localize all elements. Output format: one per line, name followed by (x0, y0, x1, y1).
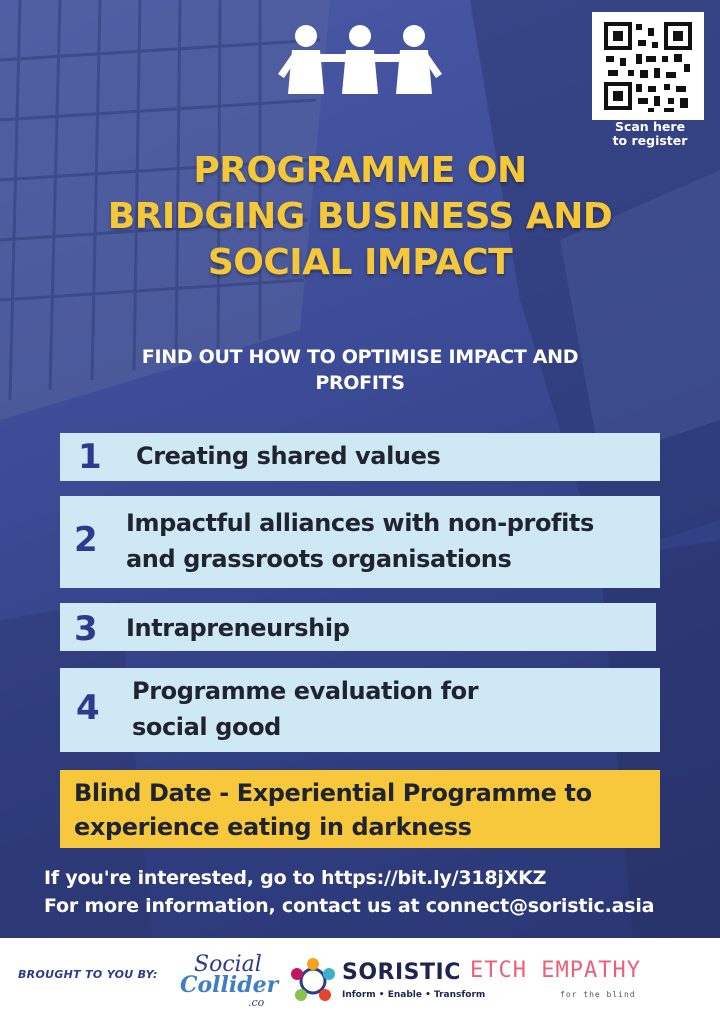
blind-date-banner (60, 770, 660, 848)
registration-link-text[interactable]: If you're interested, go to https://bit.ly/318jXKZ (44, 867, 547, 889)
social-collider-logo-word3: .co (248, 996, 265, 1009)
title-line2: BRIDGING BUSINESS AND (107, 196, 613, 237)
title-line3: SOCIAL IMPACT (207, 242, 513, 283)
agenda-item-4-label-line1: Programme evaluation for (132, 677, 479, 705)
subtitle-line1: FIND OUT HOW TO OPTIMISE IMPACT AND (141, 346, 579, 368)
agenda-item-2-number: 2 (74, 520, 98, 560)
qr-code[interactable] (592, 12, 704, 120)
agenda-item-4 (60, 668, 660, 752)
qr-code-icon (592, 12, 704, 120)
soristic-logo-tagline: Inform • Enable • Transform (342, 990, 486, 1000)
qr-caption-line2: to register (612, 133, 688, 148)
social-collider-logo-word1: Social (194, 952, 262, 977)
contact-email-text[interactable]: For more information, contact us at connect@soristic.asia (44, 895, 655, 917)
agenda-item-3-number: 3 (74, 609, 98, 649)
title-line1: PROGRAMME ON (193, 150, 527, 191)
soristic-logo-icon (288, 956, 338, 1006)
subtitle-line2: PROFITS (315, 372, 405, 394)
soristic-logo-name: SORISTIC (342, 960, 461, 985)
qr-caption-line1: Scan here (614, 119, 686, 134)
agenda-item-2-label-line2: and grassroots organisations (126, 545, 512, 573)
blind-date-line2: experience eating in darkness (74, 813, 472, 841)
agenda-item-1 (60, 433, 660, 481)
poster-title (60, 148, 660, 286)
contact-info (44, 864, 684, 920)
etch-empathy-logo-tagline: for the blind (560, 990, 636, 999)
people-holding-hands-icon (276, 24, 444, 94)
brought-to-you-label: BROUGHT TO YOU BY: (18, 968, 158, 981)
agenda-item-3-label: Intrapreneurship (126, 614, 350, 642)
agenda-item-4-label-line2: social good (132, 713, 281, 741)
agenda-item-4-number: 4 (76, 688, 100, 728)
sponsor-footer (0, 938, 720, 1018)
qr-caption (596, 120, 704, 148)
agenda-item-1-number: 1 (78, 437, 102, 477)
etch-empathy-logo-name: ETCH EMPATHY (470, 958, 641, 983)
agenda-item-1-label: Creating shared values (136, 442, 441, 470)
agenda-item-3 (60, 603, 656, 651)
social-collider-logo-word2: Collider (180, 972, 279, 998)
agenda-item-2-label-line1: Impactful alliances with non-profits (126, 509, 594, 537)
blind-date-line1: Blind Date - Experiential Programme to (74, 779, 592, 807)
poster-subtitle (60, 344, 660, 396)
agenda-item-2 (60, 496, 660, 588)
